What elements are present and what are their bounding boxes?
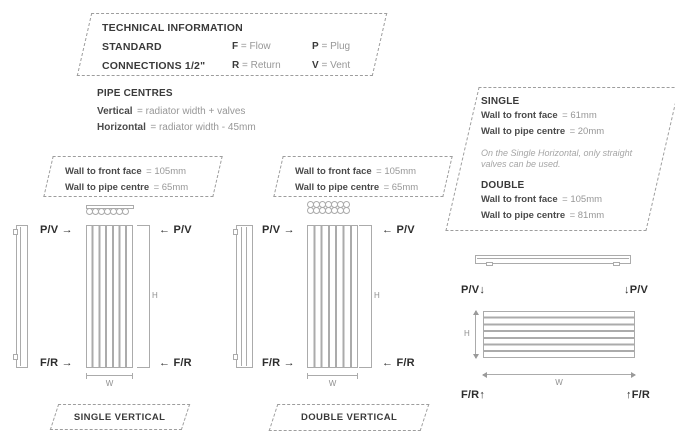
down-arrowhead-icon <box>473 354 479 359</box>
left-arrowhead-icon <box>482 372 487 378</box>
double-front-face-value: = 105mm <box>562 194 603 205</box>
right-arrow-icon: → <box>283 357 295 369</box>
horizontal-side-view-icon <box>475 255 631 264</box>
tube-section-row <box>307 207 359 214</box>
sv-height-letter: H <box>152 291 158 300</box>
wall-bracket-icon <box>13 229 18 235</box>
wall-bracket-icon <box>486 262 493 266</box>
horizontal-front-view-icon <box>483 311 635 358</box>
down-arrow-icon: ↓ <box>479 284 486 296</box>
fr-text: F/R <box>173 357 192 369</box>
up-arrow-icon: ↑ <box>479 389 486 401</box>
single-front-face-value: = 61mm <box>562 110 597 121</box>
double-pipe-centre-label: Wall to pipe centre <box>481 209 566 221</box>
pv-text: P/V <box>262 224 281 236</box>
single-vertical-caption-box <box>50 404 190 430</box>
horizontal-spec-box <box>445 87 675 231</box>
dv-pipe-centre-line <box>295 179 447 195</box>
up-arrow-icon: ↑ <box>626 389 632 401</box>
sv-front-face-line <box>65 163 217 179</box>
pv-text: P/V <box>461 284 480 296</box>
dv-height-letter: H <box>374 291 380 300</box>
plug-legend <box>312 41 379 56</box>
double-pipe-centre-value: = 81mm <box>569 209 605 221</box>
hz-height-letter: H <box>464 329 470 338</box>
pv-text: P/V <box>40 224 59 236</box>
hz-pv-left-label <box>461 284 485 296</box>
sv-pv-right-label <box>159 224 192 236</box>
dimension-tick <box>359 367 372 368</box>
dv-pipe-centre-label: Wall to pipe centre <box>295 181 380 193</box>
dv-pv-right-label <box>382 224 415 236</box>
pipe-centres-horizontal-line <box>97 119 367 135</box>
plug-key: P <box>312 41 319 52</box>
vertical-label: Vertical <box>97 106 133 117</box>
pv-text: P/V <box>629 284 649 296</box>
horizontal-spec-content <box>463 88 662 230</box>
return-legend <box>232 60 312 75</box>
left-arrow-icon: ← <box>382 224 394 236</box>
wall-bracket-icon <box>233 354 238 360</box>
dv-front-face-value: = 105mm <box>376 166 417 177</box>
horizontal-value: = radiator width - 45mm <box>150 121 256 133</box>
double-front-face-line <box>481 191 662 207</box>
single-vertical-top-view-icon <box>86 205 134 215</box>
sv-fr-right-label <box>159 357 192 369</box>
hz-fr-left-label <box>461 389 485 401</box>
side-view-line <box>241 227 242 366</box>
single-horizontal-note: On the Single Horizontal, only straight valves can be used. <box>481 148 633 169</box>
tube-oval-icon <box>122 208 129 215</box>
double-vertical-front-view-icon <box>307 225 358 368</box>
down-arrow-icon: ↓ <box>624 284 630 296</box>
pv-text: P/V <box>173 224 192 236</box>
double-vertical-caption: DOUBLE VERTICAL <box>300 412 398 423</box>
flow-key: F <box>232 41 239 52</box>
technical-info-title: TECHNICAL INFORMATION <box>102 22 243 34</box>
double-front-face-label: Wall to front face <box>481 194 558 205</box>
single-pipe-centre-label: Wall to pipe centre <box>481 125 566 137</box>
vent-value: = Vent <box>321 60 351 71</box>
side-view-line <box>20 227 21 366</box>
fr-text: F/R <box>461 389 480 401</box>
fr-text: F/R <box>40 357 59 369</box>
hz-width-dimension <box>483 374 635 375</box>
hz-height-dimension <box>475 311 476 358</box>
pv-text: P/V <box>396 224 415 236</box>
pipe-centres-vertical-line <box>97 103 367 119</box>
sv-width-dimension <box>86 375 133 376</box>
fr-text: F/R <box>396 357 415 369</box>
pipe-centres-block <box>97 88 367 134</box>
left-arrow-icon: ← <box>159 357 171 369</box>
dv-front-face-label: Wall to front face <box>295 166 372 177</box>
sv-pipe-centre-line <box>65 179 217 195</box>
hz-fr-right-label <box>626 389 650 401</box>
hz-pv-right-label <box>624 284 648 296</box>
double-vertical-spec-box <box>273 156 452 197</box>
single-pipe-centre-line <box>481 123 662 139</box>
dimension-tick <box>359 225 372 226</box>
up-arrowhead-icon <box>473 310 479 315</box>
single-title: SINGLE <box>481 96 520 107</box>
right-arrow-icon: → <box>61 224 73 236</box>
dv-pv-left-label <box>262 224 295 236</box>
single-front-face-label: Wall to front face <box>481 110 558 121</box>
flow-legend <box>232 41 312 56</box>
sv-front-face-value: = 105mm <box>146 166 187 177</box>
fr-text: F/R <box>262 357 281 369</box>
sv-front-face-label: Wall to front face <box>65 166 142 177</box>
single-vertical-caption: SINGLE VERTICAL <box>74 411 166 423</box>
wall-bracket-icon <box>613 262 620 266</box>
hz-width-letter: W <box>555 378 563 387</box>
sv-width-letter: W <box>105 379 114 388</box>
right-arrowhead-icon <box>631 372 636 378</box>
sv-pv-left-label <box>40 224 73 236</box>
sv-fr-left-label <box>40 357 73 369</box>
dv-fr-left-label <box>262 357 295 369</box>
dv-height-dimension <box>371 225 372 368</box>
standard-label: STANDARD <box>102 41 162 53</box>
sv-pipe-centre-label: Wall to pipe centre <box>65 181 150 193</box>
side-view-line <box>477 258 629 259</box>
dimension-tick <box>137 367 150 368</box>
dv-width-dimension <box>307 375 358 376</box>
double-vertical-side-view-icon <box>236 225 253 368</box>
dv-front-face-line <box>295 163 447 179</box>
single-vertical-front-view-icon <box>86 225 133 368</box>
connections-label: CONNECTIONS 1/2" <box>102 60 206 72</box>
plug-value: = Plug <box>321 41 351 52</box>
single-vertical-spec-content <box>49 157 217 196</box>
wall-bracket-icon <box>13 354 18 360</box>
side-view-line <box>246 227 247 366</box>
sv-height-dimension <box>149 225 150 368</box>
horizontal-label: Horizontal <box>97 121 146 133</box>
single-vertical-spec-box <box>43 156 222 197</box>
single-vertical-side-view-icon <box>16 225 28 368</box>
return-value: = Return <box>242 60 281 71</box>
left-arrow-icon: ← <box>159 224 171 236</box>
vent-key: V <box>312 60 319 71</box>
dv-pipe-centre-value: = 65mm <box>383 181 419 193</box>
right-arrow-icon: → <box>283 224 295 236</box>
technical-info-content <box>85 14 379 75</box>
flow-value: = Flow <box>240 41 271 52</box>
single-front-face-line <box>481 107 662 123</box>
dimension-tick <box>137 225 150 226</box>
tube-section-row <box>86 208 134 215</box>
tube-oval-icon <box>343 207 350 214</box>
technical-info-box <box>77 13 388 76</box>
wall-bracket-icon <box>233 229 238 235</box>
pipe-centres-title: PIPE CENTRES <box>97 88 173 99</box>
left-arrow-icon: ← <box>382 357 394 369</box>
dv-width-letter: W <box>328 379 337 388</box>
return-key: R <box>232 60 240 71</box>
fr-text: F/R <box>631 389 651 401</box>
dv-fr-right-label <box>382 357 415 369</box>
sv-pipe-centre-value: = 65mm <box>153 181 189 193</box>
double-vertical-spec-content <box>279 157 447 196</box>
double-vertical-top-view-icon <box>307 201 359 214</box>
double-vertical-caption-box <box>269 404 430 431</box>
vent-legend <box>312 60 379 75</box>
single-pipe-centre-value: = 20mm <box>569 125 605 137</box>
double-title: DOUBLE <box>481 180 525 191</box>
vertical-value: = radiator width + valves <box>137 106 246 117</box>
double-pipe-centre-line <box>481 207 662 223</box>
right-arrow-icon: → <box>61 357 73 369</box>
